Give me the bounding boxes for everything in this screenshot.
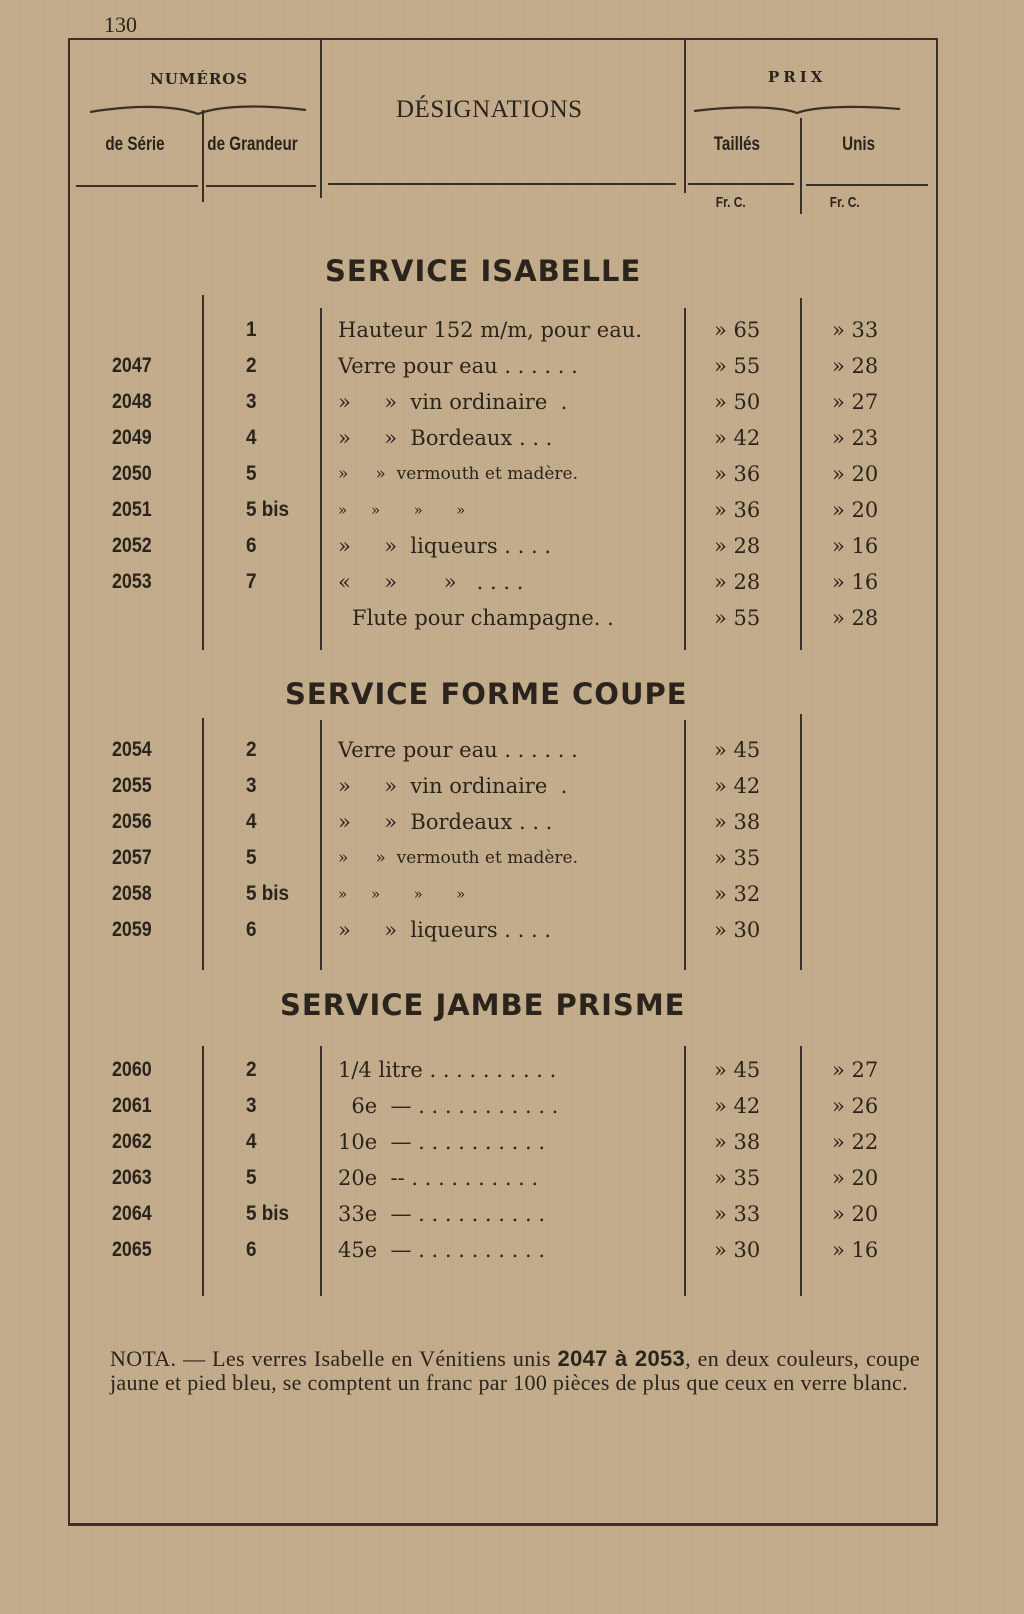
serie-number: 2064	[112, 1202, 152, 1225]
designation: Flute pour champagne. .	[352, 606, 614, 630]
designation: 45e — . . . . . . . . . .	[338, 1238, 546, 1262]
price-tailles: » 50	[714, 390, 761, 414]
designation: 1/4 litre . . . . . . . . . .	[338, 1058, 557, 1082]
section-title-isabelle: SERVICE ISABELLE	[325, 254, 642, 288]
header-numeros: NUMÉROS	[150, 70, 249, 88]
price-tailles: » 42	[714, 1094, 761, 1118]
brace-numeros-icon	[88, 100, 308, 120]
price-unis: » 20	[832, 462, 879, 486]
serie-number: 2055	[112, 774, 152, 797]
price-unis: » 27	[832, 1058, 879, 1082]
table-row	[0, 1052, 1024, 1088]
serie-number: 2059	[112, 918, 152, 941]
table-row	[0, 1124, 1024, 1160]
header-de-grandeur: de Grandeur	[207, 134, 298, 155]
price-unis: » 23	[832, 426, 879, 450]
serie-number: 2052	[112, 534, 152, 557]
serie-number: 2054	[112, 738, 152, 761]
designation: » » liqueurs . . . .	[338, 918, 551, 942]
header-rule	[76, 185, 198, 187]
serie-number: 2060	[112, 1058, 152, 1081]
table-row	[0, 528, 1024, 564]
designation: » » » »	[338, 885, 466, 903]
price-tailles: » 45	[714, 1058, 761, 1082]
designation: » » Bordeaux . . .	[338, 810, 553, 834]
table-row	[0, 420, 1024, 456]
header-divider-tailles-unis	[800, 118, 802, 214]
header-divider-prix	[684, 38, 686, 193]
serie-number: 2050	[112, 462, 152, 485]
price-unis: » 22	[832, 1130, 879, 1154]
table-row	[0, 384, 1024, 420]
designation: » » Bordeaux . . .	[338, 426, 553, 450]
designation: » » vermouth et madère.	[338, 464, 578, 484]
serie-number: 2065	[112, 1238, 152, 1261]
table-row	[0, 564, 1024, 600]
grandeur-number: 5	[246, 462, 257, 485]
section-title-forme-coupe: SERVICE FORME COUPE	[285, 677, 688, 711]
price-tailles: » 32	[714, 882, 761, 906]
grandeur-number: 2	[246, 738, 257, 761]
designation: 10e — . . . . . . . . . .	[338, 1130, 546, 1154]
table-row	[0, 840, 1024, 876]
price-tailles: » 45	[714, 738, 761, 762]
header-de-serie: de Série	[105, 134, 165, 155]
table-row	[0, 1196, 1024, 1232]
page-number: 130	[104, 12, 137, 37]
designation: » » vin ordinaire .	[338, 390, 568, 414]
grandeur-number: 4	[246, 426, 257, 449]
header-designations: DÉSIGNATIONS	[396, 96, 583, 123]
designation: Verre pour eau . . . . . .	[338, 354, 578, 378]
designation: Verre pour eau . . . . . .	[338, 738, 578, 762]
grandeur-number: 1	[246, 318, 257, 341]
nota-range: 2047 à 2053	[557, 1346, 686, 1371]
price-tailles: » 55	[714, 354, 761, 378]
designation: » » » »	[338, 501, 466, 519]
table-row	[0, 456, 1024, 492]
serie-number: 2061	[112, 1094, 152, 1117]
header-tailles: Taillés	[713, 134, 760, 155]
price-unis: » 16	[832, 570, 879, 594]
price-tailles: » 42	[714, 426, 761, 450]
grandeur-number: 3	[246, 1094, 257, 1117]
price-unis: » 27	[832, 390, 879, 414]
price-unis: » 20	[832, 1166, 879, 1190]
grandeur-number: 6	[246, 918, 257, 941]
nota-paragraph	[110, 1347, 920, 1395]
serie-number: 2048	[112, 390, 152, 413]
grandeur-number: 3	[246, 774, 257, 797]
header-prix: PRIX	[768, 68, 827, 86]
grandeur-number: 5 bis	[246, 1202, 290, 1225]
table-row	[0, 1160, 1024, 1196]
header-rule	[328, 183, 676, 185]
price-tailles: » 28	[714, 534, 761, 558]
designation: » » vermouth et madère.	[338, 848, 578, 868]
grandeur-number: 5 bis	[246, 882, 290, 905]
price-unis: » 26	[832, 1094, 879, 1118]
header-divider-numeros	[320, 38, 322, 198]
serie-number: 2053	[112, 570, 152, 593]
brace-prix-icon	[692, 101, 902, 121]
nota-suffix: , en deux couleurs, coupe jaune et pied bleu, se comptent un franc par 100 pièces de plus que ceux en verre blanc.	[110, 1346, 920, 1395]
table-row	[0, 312, 1024, 348]
price-tailles: » 38	[714, 810, 761, 834]
grandeur-number: 2	[246, 354, 257, 377]
table-row	[0, 1232, 1024, 1268]
designation: « » » . . . .	[338, 570, 524, 594]
designation: 6e — . . . . . . . . . . .	[338, 1094, 559, 1118]
price-tailles: » 65	[714, 318, 761, 342]
grandeur-number: 4	[246, 810, 257, 833]
price-unis: » 16	[832, 1238, 879, 1262]
grandeur-number: 5	[246, 1166, 257, 1189]
designation: » » vin ordinaire .	[338, 774, 568, 798]
grandeur-number: 4	[246, 1130, 257, 1153]
price-unis: » 16	[832, 534, 879, 558]
serie-number: 2063	[112, 1166, 152, 1189]
price-tailles: » 30	[714, 918, 761, 942]
price-unis: » 28	[832, 354, 879, 378]
price-tailles: » 35	[714, 1166, 761, 1190]
grandeur-number: 5 bis	[246, 498, 290, 521]
designation: Hauteur 152 m/m, pour eau.	[338, 318, 642, 342]
price-tailles: » 36	[714, 498, 761, 522]
serie-number: 2047	[112, 354, 152, 377]
table-row	[0, 600, 1024, 636]
price-tailles: » 38	[714, 1130, 761, 1154]
price-tailles: » 33	[714, 1202, 761, 1226]
price-unis: » 20	[832, 1202, 879, 1226]
table-row	[0, 732, 1024, 768]
header-rule	[806, 184, 928, 186]
table-row	[0, 876, 1024, 912]
section-title-jambe-prisme: SERVICE JAMBE PRISME	[280, 988, 686, 1022]
grandeur-number: 6	[246, 1238, 257, 1261]
header-rule	[688, 183, 794, 185]
serie-number: 2056	[112, 810, 152, 833]
table-row	[0, 804, 1024, 840]
grandeur-number: 5	[246, 846, 257, 869]
price-tailles: » 42	[714, 774, 761, 798]
serie-number: 2051	[112, 498, 152, 521]
grandeur-number: 2	[246, 1058, 257, 1081]
table-row	[0, 1088, 1024, 1124]
price-unis: » 28	[832, 606, 879, 630]
grandeur-number: 7	[246, 570, 257, 593]
designation: 33e — . . . . . . . . . .	[338, 1202, 546, 1226]
table-row	[0, 492, 1024, 528]
grandeur-number: 3	[246, 390, 257, 413]
price-tailles: » 35	[714, 846, 761, 870]
grandeur-number: 6	[246, 534, 257, 557]
serie-number: 2057	[112, 846, 152, 869]
price-tailles: » 28	[714, 570, 761, 594]
designation: » » liqueurs . . . .	[338, 534, 551, 558]
table-row	[0, 912, 1024, 948]
price-tailles: » 55	[714, 606, 761, 630]
table-row	[0, 348, 1024, 384]
price-unis: » 20	[832, 498, 879, 522]
header-unis: Unis	[842, 134, 876, 155]
currency-label-unis: Fr. C.	[829, 194, 860, 211]
nota-prefix: NOTA. — Les verres Isabelle en Vénitiens unis	[110, 1346, 558, 1371]
header-rule	[206, 185, 316, 187]
serie-number: 2049	[112, 426, 152, 449]
price-tailles: » 30	[714, 1238, 761, 1262]
currency-label-tailles: Fr. C.	[715, 194, 746, 211]
price-tailles: » 36	[714, 462, 761, 486]
table-row	[0, 768, 1024, 804]
price-unis: » 33	[832, 318, 879, 342]
serie-number: 2062	[112, 1130, 152, 1153]
serie-number: 2058	[112, 882, 152, 905]
designation: 20e -- . . . . . . . . . .	[338, 1166, 539, 1190]
header-divider-serie-grandeur	[202, 110, 204, 202]
